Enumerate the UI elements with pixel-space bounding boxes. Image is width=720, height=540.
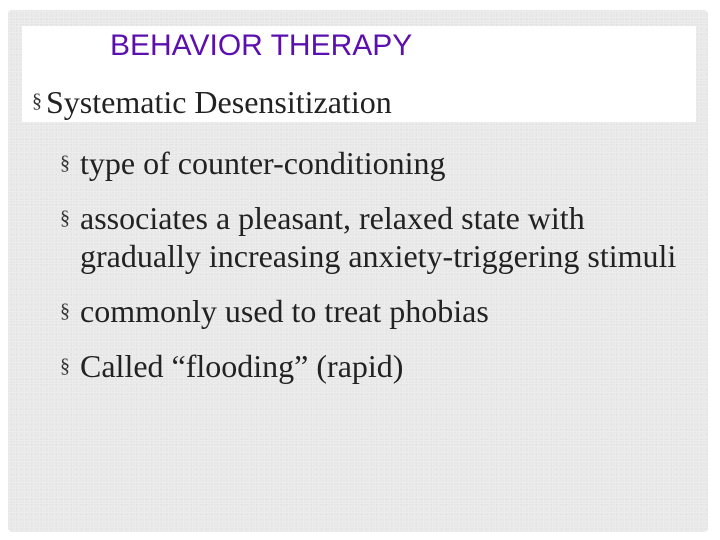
subtitle-bullet (32, 82, 392, 121)
bullet-text: commonly used to treat phobias (80, 293, 489, 329)
bullet-icon: § (60, 152, 70, 174)
bullet-icon: § (32, 90, 42, 112)
bullet-text: type of counter-conditioning (80, 145, 446, 181)
list-item (60, 292, 700, 330)
bullet-icon: § (60, 355, 70, 377)
bullet-icon: § (60, 207, 70, 229)
list-item (60, 144, 700, 182)
bullet-text: Called “flooding” (rapid) (80, 348, 404, 384)
bullet-text: associates a pleasant, relaxed state with gradually increasing anxiety-triggering stimuli (80, 200, 677, 274)
list-item (60, 199, 700, 275)
slide-title: BEHAVIOR THERAPY (110, 29, 413, 62)
subtitle-text: Systematic Desensitization (46, 84, 392, 120)
bullet-icon: § (60, 300, 70, 322)
list-item (60, 347, 700, 385)
bullet-list (60, 144, 700, 402)
